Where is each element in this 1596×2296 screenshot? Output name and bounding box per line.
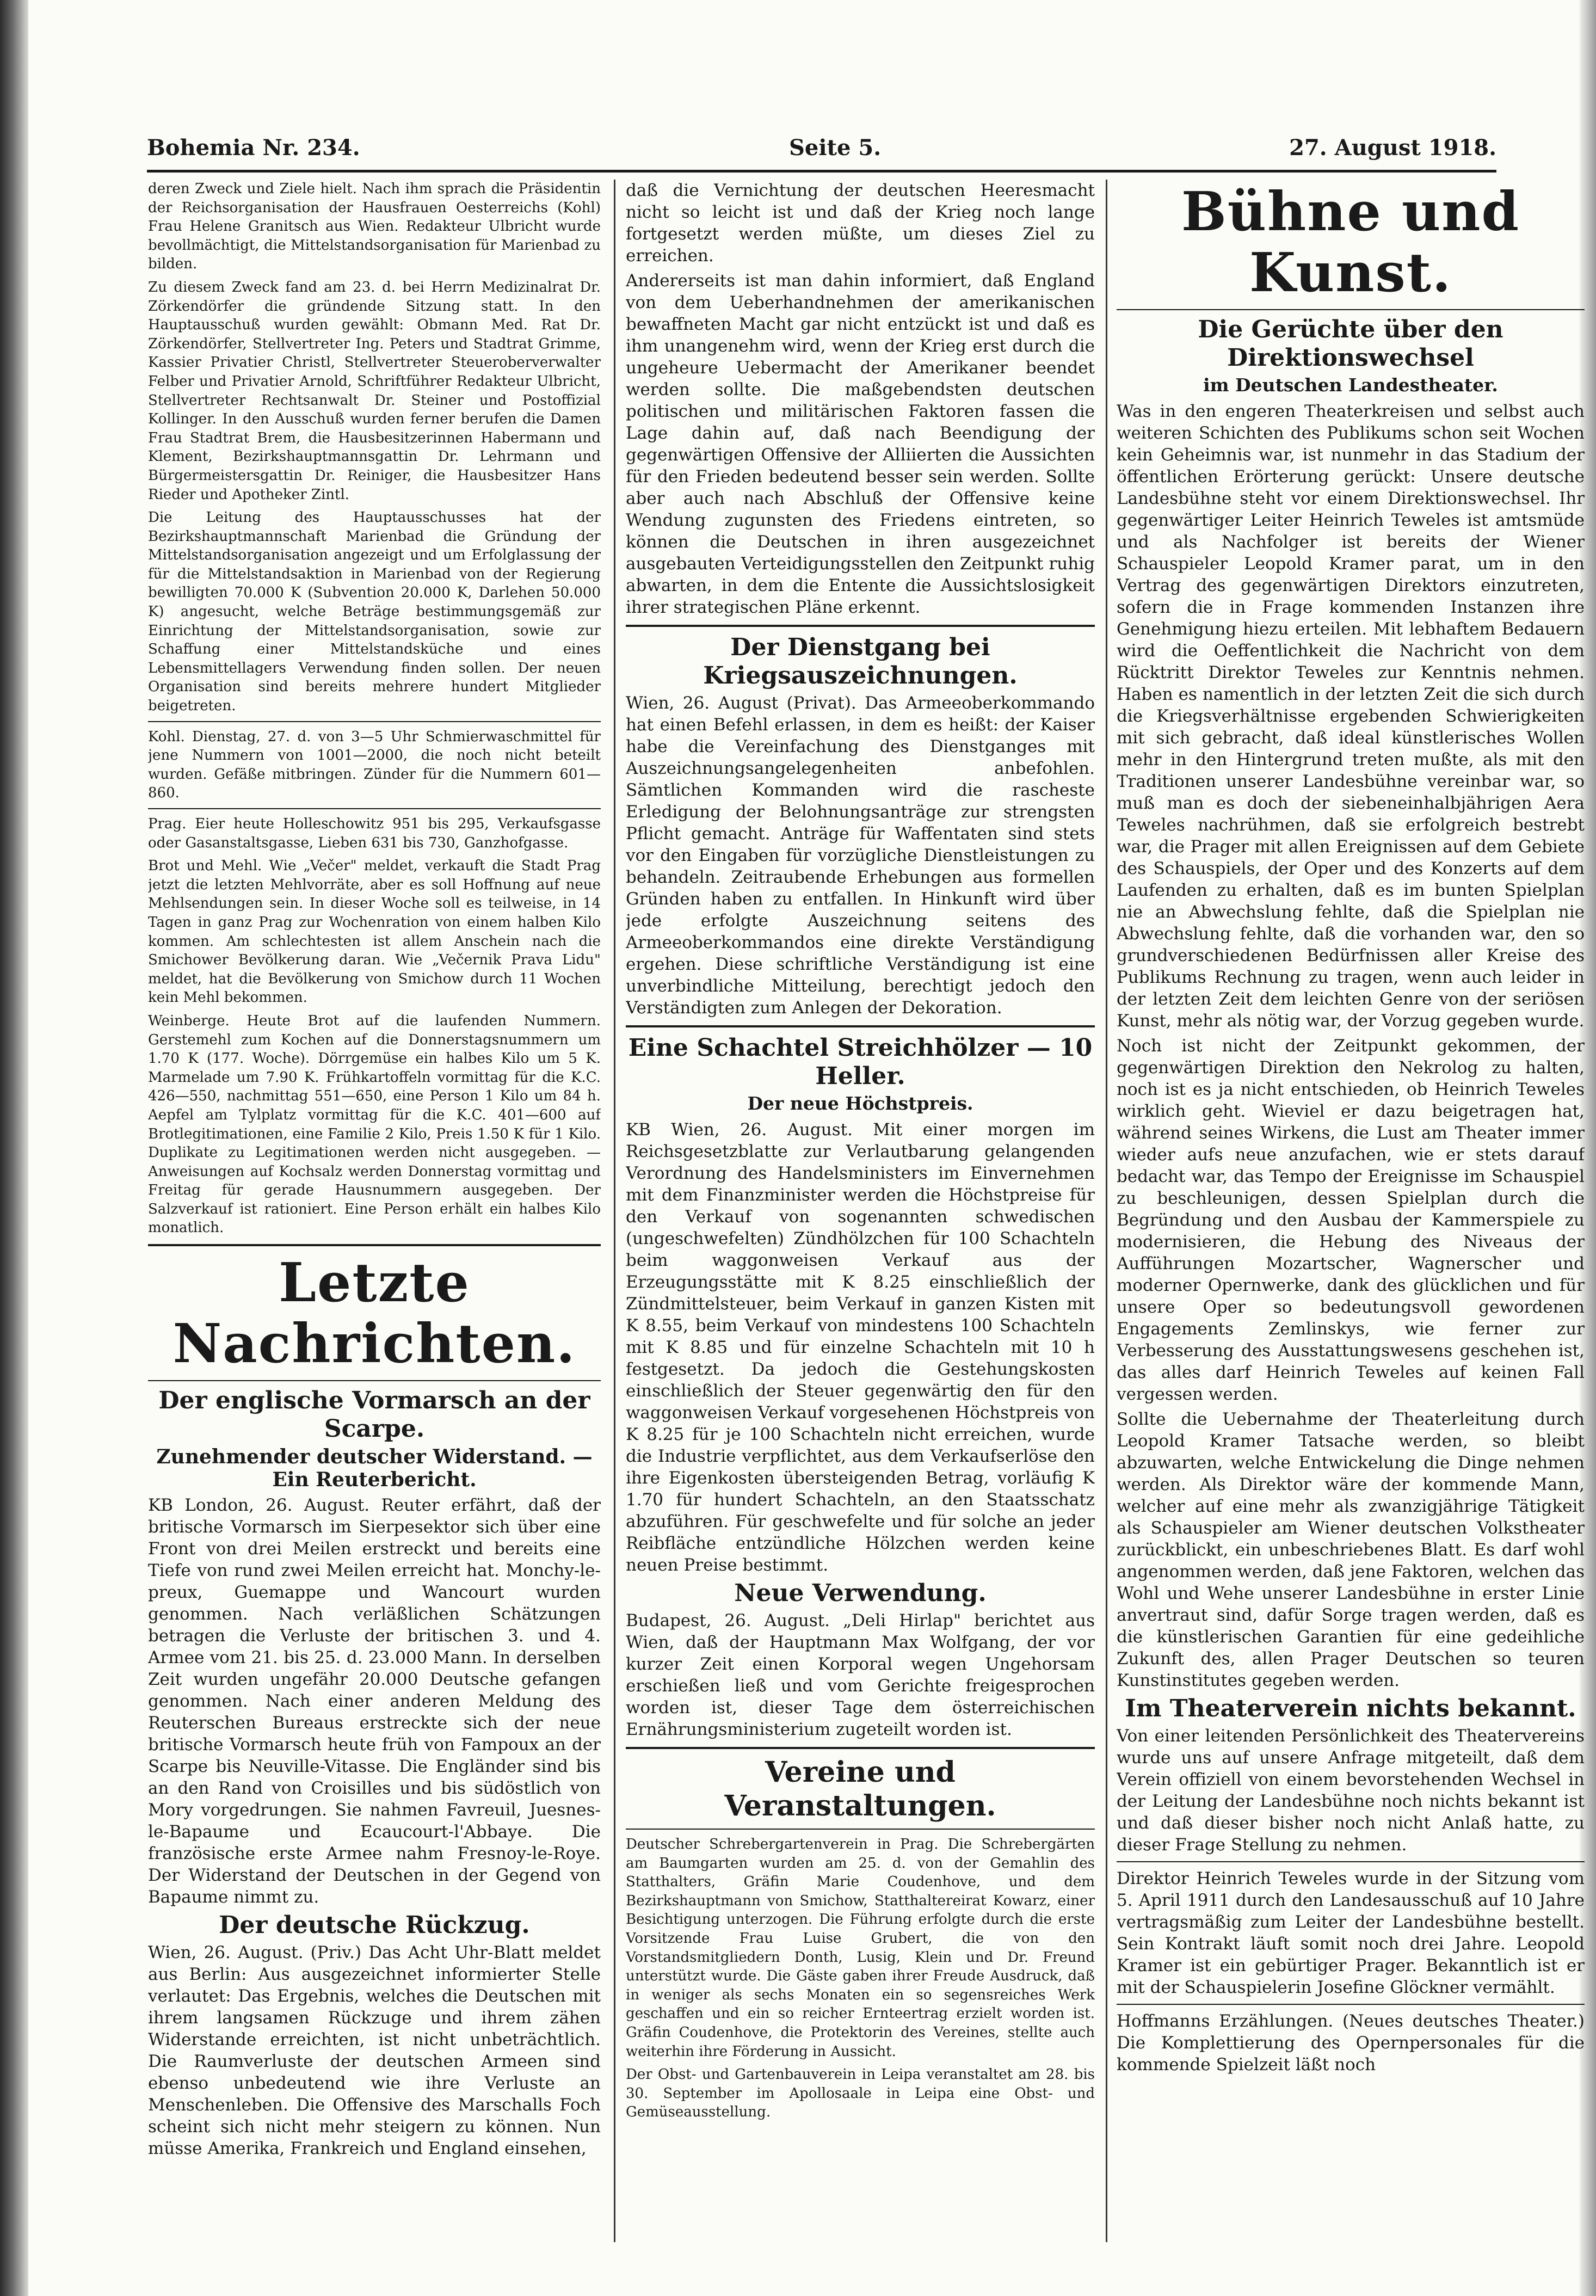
issue-date: 27. August 1918.	[1289, 135, 1496, 161]
article-headline: Der englische Vormarsch an der Scarpe.	[158, 1387, 590, 1443]
notice-paragraph: Prag. Eier heute Holleschowitz 951 bis 295, Verkaufsgasse oder Gasanstaltsgasse, Lieben 631 bis 730, Ganzhofgasse.	[148, 816, 601, 851]
divider	[626, 1829, 1095, 1830]
article-paragraph: Der Obst- und Gartenbauverein in Leipa veranstaltet am 28. bis 30. September im Apollosaale in Leipa eine Obst- und Gemüseausstellung.	[626, 2066, 1095, 2121]
notice-paragraph: Brot und Mehl. Wie „Večer" meldet, verkauft die Stadt Prag jetzt die letzten Mehlvorräte, aber es soll Hoffnung auf neue Mehlsendungen sein. In dieser Woche soll es teilweise, in 14 Tagen in ganz Prag zur Wochenration von einem halben Kilo kommen. Am schlechtesten ist allem Anschein nach die Smichower Bevölkerung daran. Wie „Večernik Prava Lidu" meldet, hat die Bevölkerung von Smichow durch 11 Wochen kein Mehl bekommen.	[148, 858, 601, 1006]
article-paragraph: Die Leitung des Hauptausschusses hat der Bezirkshauptmannschaft Marienbad die Gründung der Mittelstandsorganisation angezeigt und um Erfolglassung der für die Mittelstandsaktion in Marienbad von der Regierung bewilligten 70.000 K (Subvention 20.000 K, Darlehen 50.000 K) angesucht, welche Beträge bestimmungsgemäß zur Einrichtung der Mittelstandsorganisation, sowie zur Schaffung einer Mittelstandsküche und eines Lebensmittellagers Verwendung finden sollen. Der neuen Organisation sind bereits mehrere hundert Mitglieder beigetreten.	[148, 509, 601, 715]
page-number: Seite 5.	[789, 135, 882, 161]
divider	[1117, 309, 1585, 310]
column-rule-1	[614, 180, 615, 2242]
article-paragraph: Sollte die Uebernahme der Theaterleitung durch Leopold Kramer Tatsache werden, so bleibt abzuwarten, welche Entwickelung die Dinge nehmen werden. Als Direktor wäre der kommende Mann, welcher auf eine mehr als zwanzigjährige Tätigkeit als Schauspieler am Wiener deutschen Volkstheater zurückblickt, ein unbeschriebenes Blatt. Es darf wohl angenommen werden, daß jene Faktoren, welchen das Wohl und Wehe unserer Landesbühne in erster Linie anvertraut sind, dafür Sorge tragen werden, daß es die künstlerischen Garantien für eine gedeihliche Zukunft des, allen Prager Deutschen so teuren Kunstinstitutes gegeben werden.	[1117, 1409, 1585, 1690]
article-paragraph: Wien, 26. August (Privat). Das Armeeoberkommando hat einen Befehl erlassen, in dem es heißt: der Kaiser habe die Vereinfachung des Dienstganges mit Auszeichnungsangelegenheiten anbefohlen. Sämtlichen Kommanden wird die rascheste Erledigung der Belohnungsanträge zur strengsten Pflicht gemacht. Anträge für Waffentaten sind stets vor den Eingaben für vorzügliche Dienstleistungen zu behandeln. Zeitraubende Erhebungen aus formellen Gründen haben zu entfallen. In Hinkunft wird über jede erfolgte Auszeichnung seitens des Armeeoberkommandos eine direkte Verständigung ergehen. Diese schriftliche Verständigung ist eine unverbindliche Mitteilung, berechtigt jedoch den Verständigten zum Anlegen der Dekoration.	[626, 693, 1095, 1018]
article-subheadline: Der neue Höchstpreis.	[747, 1093, 973, 1114]
divider	[1117, 1861, 1585, 1862]
section-title-stage-art: Bühne und Kunst.	[1181, 181, 1520, 304]
article-paragraph: Zu diesem Zweck fand am 23. d. bei Herrn Medizinalrat Dr. Zörkendörfer die gründende Sitzung statt. In den Hauptausschuß wurden gewählt: Obmann Med. Rat Dr. Zörkendörfer, Stellvertreter Ing. Peters und Stadtrat Grimme, Kassier Privatier Christl, Stellvertreter Steueroberverwalter Felber und Privatier Arnold, Schriftführer Redakteur Ulbricht, Stellvertreter Rechtsanwalt Dr. Steiner und Postoffizial Kollinger. In den Ausschuß wurden ferner berufen die Damen Frau Stadtrat Brem, die Hausbesitzerinnen Habermann und Klement, Bezirkshauptmannsgattin Dr. Lehrmann und Bürgermeistersgattin Dr. Reiniger, die Hausbesitzer Hans Rieder und Apotheker Zintl.	[148, 279, 601, 503]
section-divider	[626, 1747, 1095, 1749]
column-left	[148, 180, 601, 2253]
masthead-issue: Bohemia Nr. 234.	[147, 135, 360, 161]
running-head	[147, 125, 1496, 163]
article-paragraph: Budapest, 26. August. „Deli Hirlap" berichtet aus Wien, daß der Hauptmann Max Wolfgang, der vor kurzer Zeit einen Korporal wegen Ungehorsam erschießen ließ und vom Gerichte freigesprochen worden ist, dieser Tage dem österreichischen Ernährungsministerium zugeteilt worden ist.	[626, 1611, 1095, 1739]
column-right	[1117, 180, 1585, 2253]
article-headline: Die Gerüchte über den Direktionswechsel	[1198, 316, 1503, 372]
article-paragraph: Deutscher Schrebergartenverein in Prag. Die Schrebergärten am Baumgarten wurden am 25. d. von der Gemahlin des Statthalters, Gräfin Marie Coudenhove, und dem Bezirkshauptmann von Smichow, Statthaltereirat Kowarz, einer Besichtigung unterzogen. Die Führung erfolgte durch die erste Vorsitzende Frau Luise Grubert, die von den Vorstandsmitgliedern Donth, Lusig, Klein und Dr. Freund unterstützt wurde. Die Gäste gaben ihrer Freude Ausdruck, daß in weniger als sechs Monaten ein so segensreiches Werk geschaffen und ein so reicher Ernteertrag erzielt worden ist. Gräfin Coudenhove, die Protektorin des Vereines, stellte auch weiterhin ihre Förderung in Aussicht.	[626, 1836, 1095, 2060]
section-title-last-news: Letzte Nachrichten.	[172, 1252, 576, 1376]
article-paragraph: Was in den engeren Theaterkreisen und selbst auch weiteren Schichten des Publikums schon seit Wochen kein Geheimnis war, ist nunmehr in das Stadium der öffentlichen Erörterung gerückt: Unsere deutsche Landesbühne steht vor einem Direktionswechsel. Ihr gegenwärtiger Leiter Heinrich Teweles ist amtsmüde und als Nachfolger ist bereits der Wiener Schauspieler Leopold Kramer parat, um in den Vertrag des gegenwärtigen Direktors einzutreten, sofern die in Frage kommenden Instanzen ihre Genehmigung hiezu erteilen. Mit lebhaftem Bedauern wird die Oeffentlichkeit die Nachricht von dem Rücktritt Direktor Teweles zur Kenntnis nehmen. Haben es namentlich in der letzten Zeit die sich durch die Kriegsverhältnisse ergebenden Schwierigkeiten mit sich gebracht, daß ideal künstlerisches Wollen mehr in den Hintergrund treten mußte, als mit den Traditionen unserer Landesbühne vereinbar war, so muß man es doch der siebeneinhalbjährigen Aera Teweles nachrühmen, daß sie erfolgreich bestrebt war, die Prager mit allen Ereignissen auf dem Gebiete des Schauspiels, der Oper und des Konzerts auf dem Laufenden zu erhalten, daß es im bunten Spielplan nie an Abwechslung fehlte, daß die Spielplan nie Abwechslung fehlte, daß die vorhanden war, den so grundverschiedenen Bedürfnissen aller Kreise des Publikums Rechnung zu tragen, wenn auch leider in der letzten Zeit dem leichten Genre von der seriösen Kunst, mehr als nötig war, der Vorzug gegeben wurde.	[1117, 402, 1585, 1031]
article-paragraph: Noch ist nicht der Zeitpunkt gekommen, der gegenwärtigen Direktion den Nekrolog zu halten, noch ist es ja nicht entschieden, ob Heinrich Teweles wirklich geht. Wieviel er dazu beigetragen hat, während seines Wirkens, die Lust am Theater immer wieder aufs neue anzufachen, wie er stets darauf bedacht war, das Tempo der Ereignisse im Schauspiel zu beschleunigen, dessen Spielplan durch die Begründung und den Ausbau der Kammerspiele zu modernisieren, die Hebung des Niveaus der Aufführungen Mozartscher, Wagnerscher und moderner Opernwerke, dank des glücklichen und für unsere Oper so bedeutungsvoll gewordenen Engagements Zemlinskys, wie ferner zur Verbesserung des Ausstattungswesens geschehen ist, das alles darf Heinrich Teweles auf keinen Fall vergessen werden.	[1117, 1036, 1585, 1404]
article-paragraph: Direktor Heinrich Teweles wurde in der Sitzung vom 5. April 1911 durch den Landesausschuß auf 10 Jahre vertragsmäßig zum Leiter der Landesbühne bestellt. Sein Kontrakt läuft somit noch drei Jahre. Leopold Kramer ist ein gebürtiger Prager. Bekanntlich ist er mit der Schauspielerin Josefine Glöckner vermählt.	[1117, 1869, 1585, 1997]
scan-left-edge	[0, 0, 28, 2296]
article-paragraph: Von einer leitenden Persönlichkeit des Theatervereins wurde uns auf unsere Anfrage mitgeteilt, daß dem Verein offiziell von einem bevorstehenden Wechsel in der Leitung der Landesbühne noch nichts bekannt ist und daß dieser bisher noch nicht Anlaß hatte, zu dieser Frage Stellung zu nehmen.	[1117, 1726, 1585, 1855]
article-paragraph: deren Zweck und Ziele hielt. Nach ihm sprach die Präsidentin der Reichsorganisation der Hausfrauen Oesterreichs (Kohl) Frau Helene Granitsch aus Wien. Redakteur Ulbricht wurde bevollmächtigt, die Mittelstandsorganisation für Marienbad zu bilden.	[148, 181, 601, 273]
section-title-associations: Vereine und Veranstaltungen.	[724, 1756, 996, 1823]
column-middle	[626, 180, 1095, 2253]
divider	[148, 1380, 601, 1381]
article-subheadline: im Deutschen Landestheater.	[1203, 374, 1498, 396]
article-paragraph: Wien, 26. August. (Priv.) Das Acht Uhr-Blatt meldet aus Berlin: Aus ausgezeichnet informierter Stelle verlautet: Das Ergebnis, welches die Deutschen mit ihrem langsamen Rückzuge und ihrem zähen Widerstande erreichten, ist nicht unbeträchtlich. Die Raumverluste der deutschen Armeen sind ebenso unbedeutend wie ihre Verluste an Menschenleben. Die Offensive des Marschalls Foch scheint sich nicht mehr steigern zu können. Nun müsse Amerika, Frankreich und England einsehen,	[148, 1943, 601, 2159]
divider	[148, 721, 601, 722]
article-subheadline: Zunehmender deutscher Widerstand. — Ein Reuterbericht.	[156, 1445, 593, 1492]
article-headline: Der Dienstgang bei Kriegsauszeichnungen.	[703, 633, 1018, 690]
article-headline: Im Theaterverein nichts bekannt.	[1125, 1695, 1576, 1722]
article-paragraph: KB London, 26. August. Reuter erfährt, daß der britische Vormarsch im Sierpesektor sich über eine Front von drei Meilen erstreckt und bereits eine Tiefe von rund zwei Meilen erreicht hat. Monchy-le-preux, Guemappe und Wancourt wurden genommen. Nach verläßlichen Schätzungen betragen die Verluste der britischen 3. und 4. Armee vom 21. bis 25. d. 23.000 Mann. In derselben Zeit wurden ungefähr 20.000 Deutsche gefangen genommen. Nach einer anderen Meldung des Reuterschen Bureaus erstreckte sich der neue britische Vormarsch heute früh von Fampoux an der Scarpe bis Neuville-Vitasse. Die Engländer sind bis an den Rand von Croisilles und bis südöstlich von Mory vorgedrungen. Sie nahmen Favreuil, Juesnes-le-Bapaume und Ecaucourt-l'Abbaye. Die französische erste Armee nahm Fresnoy-le-Roye. Der Widerstand der Deutschen in der Gegend von Bapaume nimmt zu.	[148, 1495, 601, 1907]
article-headline: Neue Verwendung.	[734, 1579, 987, 1607]
divider	[148, 808, 601, 809]
article-headline: Der deutsche Rückzug.	[219, 1911, 530, 1940]
article-headline: Eine Schachtel Streichhölzer — 10 Heller.	[628, 1034, 1093, 1090]
article-paragraph: KB Wien, 26. August. Mit einer morgen im Reichsgesetzblatte zur Verlautbarung gelangenden Verordnung des Handelsministers im Einvernehmen mit dem Finanzminister werden die Höchstpreise für den Verkauf von sogenannten schwedischen (ungeschwefelten) Zündhölzchen für 100 Schachteln beim waggonweisen Verkauf aus der Erzeugungsstätte mit K 8.25 einschließlich der Zündmittelsteuer, beim Verkauf in ganzen Kisten mit K 8.55, beim Verkauf von mindestens 100 Schachteln mit K 8.85 und für einzelne Schachteln mit 10 h festgesetzt. Da jedoch die Gestehungskosten einschließlich der Steuer gegenwärtig den für den waggonweisen Verkauf vorgesehenen Höchstpreis von K 8.25 für je 100 Schachteln nicht erreichen, wurde die Industrie verpflichtet, aus dem Verkaufserlöse den ihre Eigenkosten übersteigenden Betrag, vorläufig K 1.70 für hundert Schachteln, an den Staatsschatz abzuführen. Für geschwefelte und für solche an jeder Reibfläche entzündliche Hölzchen werden keine neuen Preise bestimmt.	[626, 1120, 1095, 1575]
article-paragraph: Hoffmanns Erzählungen. (Neues deutsches Theater.) Die Komplettierung des Opernpersonales für die kommende Spielzeit läßt noch	[1117, 2011, 1585, 2075]
article-paragraph: daß die Vernichtung der deutschen Heeresmacht nicht so leicht ist und daß der Krieg noch lange fortgesetzt werden müßte, um dieses Ziel zu erreichen.	[626, 181, 1095, 266]
section-divider	[626, 625, 1095, 627]
divider	[1117, 2004, 1585, 2005]
notice-paragraph: Kohl. Dienstag, 27. d. von 3—5 Uhr Schmierwaschmittel für jene Nummern von 1001—2000, die noch nicht beteilt wurden. Gefäße mitbringen. Zünder für die Nummern 601—860.	[148, 728, 601, 802]
header-rule	[147, 170, 1496, 173]
section-divider	[148, 1244, 601, 1246]
column-rule-2	[1106, 180, 1107, 2242]
notice-paragraph: Weinberge. Heute Brot auf die laufenden Nummern. Gerstemehl zum Kochen auf die Donnerstagsnummern um 1.70 K (177. Woche). Dörrgemüse ein halbes Kilo um 5 K. Marmelade um 7.90 K. Frühkartoffeln vormittag für die K.C. 426—550, nachmittag 551—650, eine Person 1 Kilo um 84 h. Aepfel am Tylplatz vormittag für die K.C. 401—600 auf Brotlegitimationen, eine Familie 2 Kilo, Preis 1.50 K für 1 Kilo. Duplikate zu Legitimationen werden nicht ausgegeben. — Anweisungen auf Kochsalz werden Donnerstag vormittag und Freitag für gerade Hausnummern ausgegeben. Der Salzverkauf ist rationiert. Eine Person erhält ein halbes Kilo monatlich.	[148, 1012, 601, 1236]
section-divider	[626, 1025, 1095, 1027]
article-paragraph: Andererseits ist man dahin informiert, daß England von dem Ueberhandnehmen der amerikanischen bewaffneten Macht gar nicht entzückt ist und daß es ihm unangenehm wird, wenn der Krieg erst durch die ungeheure Uebermacht der Amerikaner beendet werden sollte. Die maßgebendsten deutschen politischen und militärischen Faktoren fassen die Lage dahin auf, daß nach Beendigung der gegenwärtigen Offensive der Alliierten die Aussichten für den Frieden bedeutend besser sein werden. Sollte aber auch nach Abschluß der Offensive keine Wendung zugunsten des Friedens eintreten, so können die Deutschen in ihren ausgezeichnet ausgebauten Verteidigungsstellen den Zeitpunkt ruhig abwarten, in dem die Entente die Aussichtslosigkeit ihrer strategischen Pläne erkennt.	[626, 271, 1095, 617]
